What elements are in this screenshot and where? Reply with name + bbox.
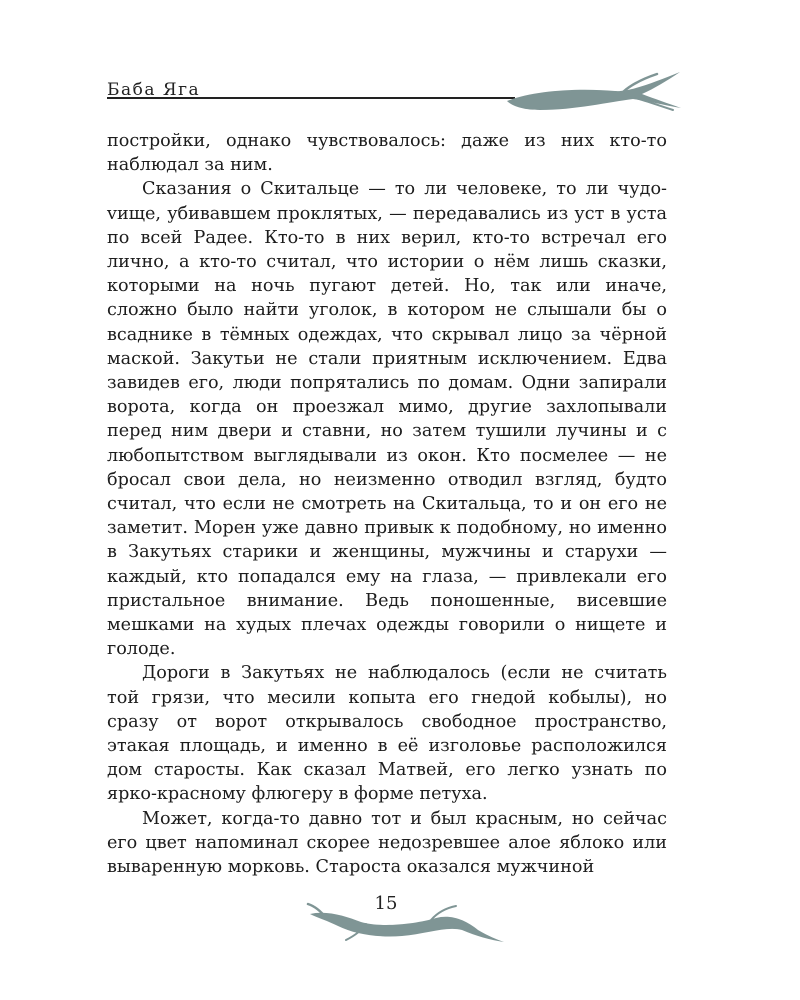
- page-number: 15: [374, 893, 398, 914]
- tree-branch-icon: [306, 900, 506, 946]
- running-header-title: Баба Яга: [107, 80, 201, 100]
- paragraph: постройки, однако чувствовалось: даже из них кто-то наблюдал за ним.: [107, 131, 667, 176]
- tree-branch-icon: [505, 68, 685, 114]
- header-rule: [107, 97, 515, 99]
- paragraph: Может, когда-то давно тот и был красным, но сейчас его цвет напоминал скорее недозревшее алое яблоко или вываренную морковь. Староста оказался мужчиной: [107, 808, 667, 878]
- body-text: [107, 129, 667, 879]
- paragraph: Дороги в Закутьях не наблюдалось (если не считать той грязи, что месили копыта его гнедой кобылы), но сразу от ворот открывалось свободное пространство, этакая площадь, и именно в её изголовье расположился дом старосты. Как сказал Матвей, его легко узнать по ярко-красному флюгеру в форме петуха.: [107, 663, 667, 805]
- paragraph: Сказания о Скитальце — то ли человеке, то ли чудоvище, убивавшем проклятых, — передавались из уст в уста по всей Радее. Кто-то в них верил, кто-то встречал его лично, а кто-то считал, что истории о нём лишь сказки, которыми на ночь пугают детей. Но, так или иначе, сложно было найти уголок, в котором не слышали бы о всаднике в тёмных одеждах, что скрывал лицо за чёрной маской. Закутьи не стали приятным исключением. Едва завидев его, люди попрятались по домам. Одни запирали ворота, когда он проезжал мимо, другие захлопывали перед ним двери и ставни, но затем тушили лучины и с любопытством выглядывали из окон. Кто посмелее — не бросал свои дела, но неизменно отводил взгляд, будто считал, что если не смотреть на Скитальца, то и он его не заметит. Морен уже давно привык к подобному, но именно в Закутьях старики и женщины, мужчины и старухи — каждый, кто попадался ему на глаза, — привлекали его пристальное внимание. Ведь поношенные, висевшие мешками на худых плечах одежды говорили о нищете и голоде.: [107, 179, 667, 660]
